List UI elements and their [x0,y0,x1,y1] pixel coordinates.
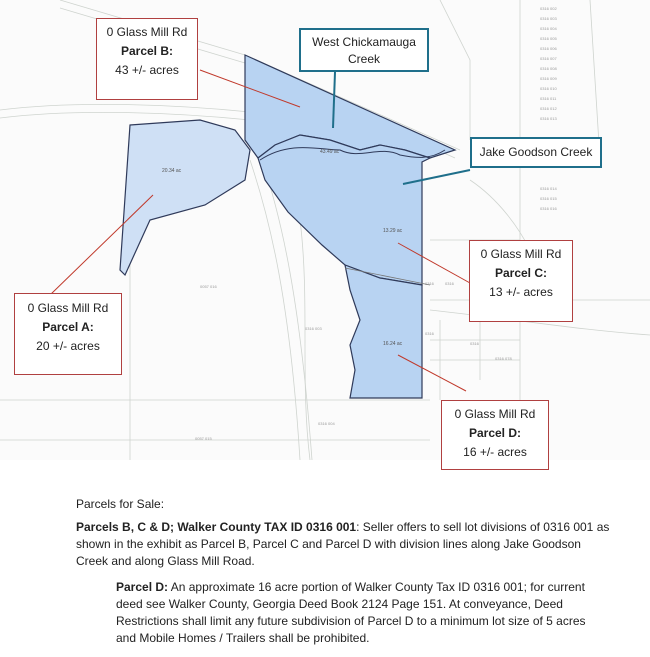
parcel-b-callout [96,18,198,100]
parcel-d-acreage-label: 16.24 ac [383,341,403,347]
parcel-c-road: 0 Glass Mill Rd [480,247,562,261]
parcel-a-road: 0 Glass Mill Rd [27,301,109,315]
svg-text:0316: 0316 [470,341,479,346]
svg-text:0316 004: 0316 004 [318,421,335,426]
parcel-b-acreage-label: 43.49 ac [320,149,340,155]
svg-text:0316 003: 0316 003 [540,16,557,21]
paragraph-parcel-d [116,579,606,647]
svg-text:0316 011: 0316 011 [540,96,557,101]
parcel-d-callout [441,400,549,470]
creek-label-line2: Creek [347,52,380,66]
creek-label-line1: Jake Goodson Creek [479,145,593,159]
paragraph-bold: Parcels B, C & D; Walker County TAX ID 0316 001 [76,520,357,534]
heading: Parcels for Sale: [76,497,165,511]
parcel-a-name: Parcel A: [42,320,94,334]
west-chickamauga-creek-label [299,28,429,72]
svg-text:0316 005: 0316 005 [540,36,557,41]
creek-label-line1: West Chickamauga [312,35,416,49]
svg-text:0316 014: 0316 014 [540,186,557,191]
svg-text:0316: 0316 [445,281,454,286]
svg-text:0316 008: 0316 008 [540,66,557,71]
svg-text:0057 016: 0057 016 [200,284,217,289]
paragraph-bold: Parcel D: [116,580,169,594]
parcel-d-shape [345,265,422,398]
svg-text:0316 006: 0316 006 [540,46,557,51]
parcel-c-name: Parcel C: [494,266,548,280]
parcel-d-acres: 16 +/- acres [463,445,527,459]
svg-text:0316 012: 0316 012 [540,106,557,111]
svg-text:0316 013: 0316 013 [540,116,557,121]
svg-text:0316: 0316 [425,281,434,286]
svg-text:0316 007: 0316 007 [540,56,557,61]
svg-text:0057 015: 0057 015 [195,436,212,441]
svg-text:0316 003: 0316 003 [305,326,322,331]
parcel-b-acres: 43 +/- acres [115,63,179,77]
jake-goodson-creek-label [470,137,602,168]
parcel-c-acres: 13 +/- acres [489,285,553,299]
parcel-b-name: Parcel B: [120,44,174,58]
paragraph-body: An approximate 16 acre portion of Walker County Tax ID 0316 001; for current deed see Walker County, Georgia Deed Book 2124 Page 151. At conveyance, Deed Restrictions shall limit any future subdivision of Parcel D to a minimum lot size of 5 acres and Mobile Homes / Trailers shall be prohibited. [116,580,586,645]
parcel-a-callout [14,293,122,375]
svg-text:0316 010: 0316 010 [540,86,557,91]
svg-text:0316 078: 0316 078 [495,356,512,361]
parcel-d-road: 0 Glass Mill Rd [454,407,536,421]
svg-text:0316 016: 0316 016 [540,206,557,211]
parcel-a-acres: 20 +/- acres [36,339,100,353]
paragraph-body: : Seller offers to sell lot divisions of 0316 001 as shown in the exhibit as Parcel B, Parcel C and Parcel D with division lines along Jake Goodson Creek and along Glass Mill Road. [76,520,610,568]
svg-text:0316 004: 0316 004 [540,26,557,31]
parcel-d-name: Parcel D: [468,426,522,440]
paragraph-parcels-bcd [76,519,611,570]
svg-text:0316 002: 0316 002 [540,6,557,11]
parcel-b-road: 0 Glass Mill Rd [106,25,188,39]
parcel-c-acreage-label: 13.29 ac [383,228,403,234]
svg-text:0316 015: 0316 015 [540,196,557,201]
svg-text:0316: 0316 [425,331,434,336]
svg-text:0316 009: 0316 009 [540,76,557,81]
parcel-c-callout [469,240,573,322]
parcel-a-acreage-label: 20.34 ac [162,168,182,174]
